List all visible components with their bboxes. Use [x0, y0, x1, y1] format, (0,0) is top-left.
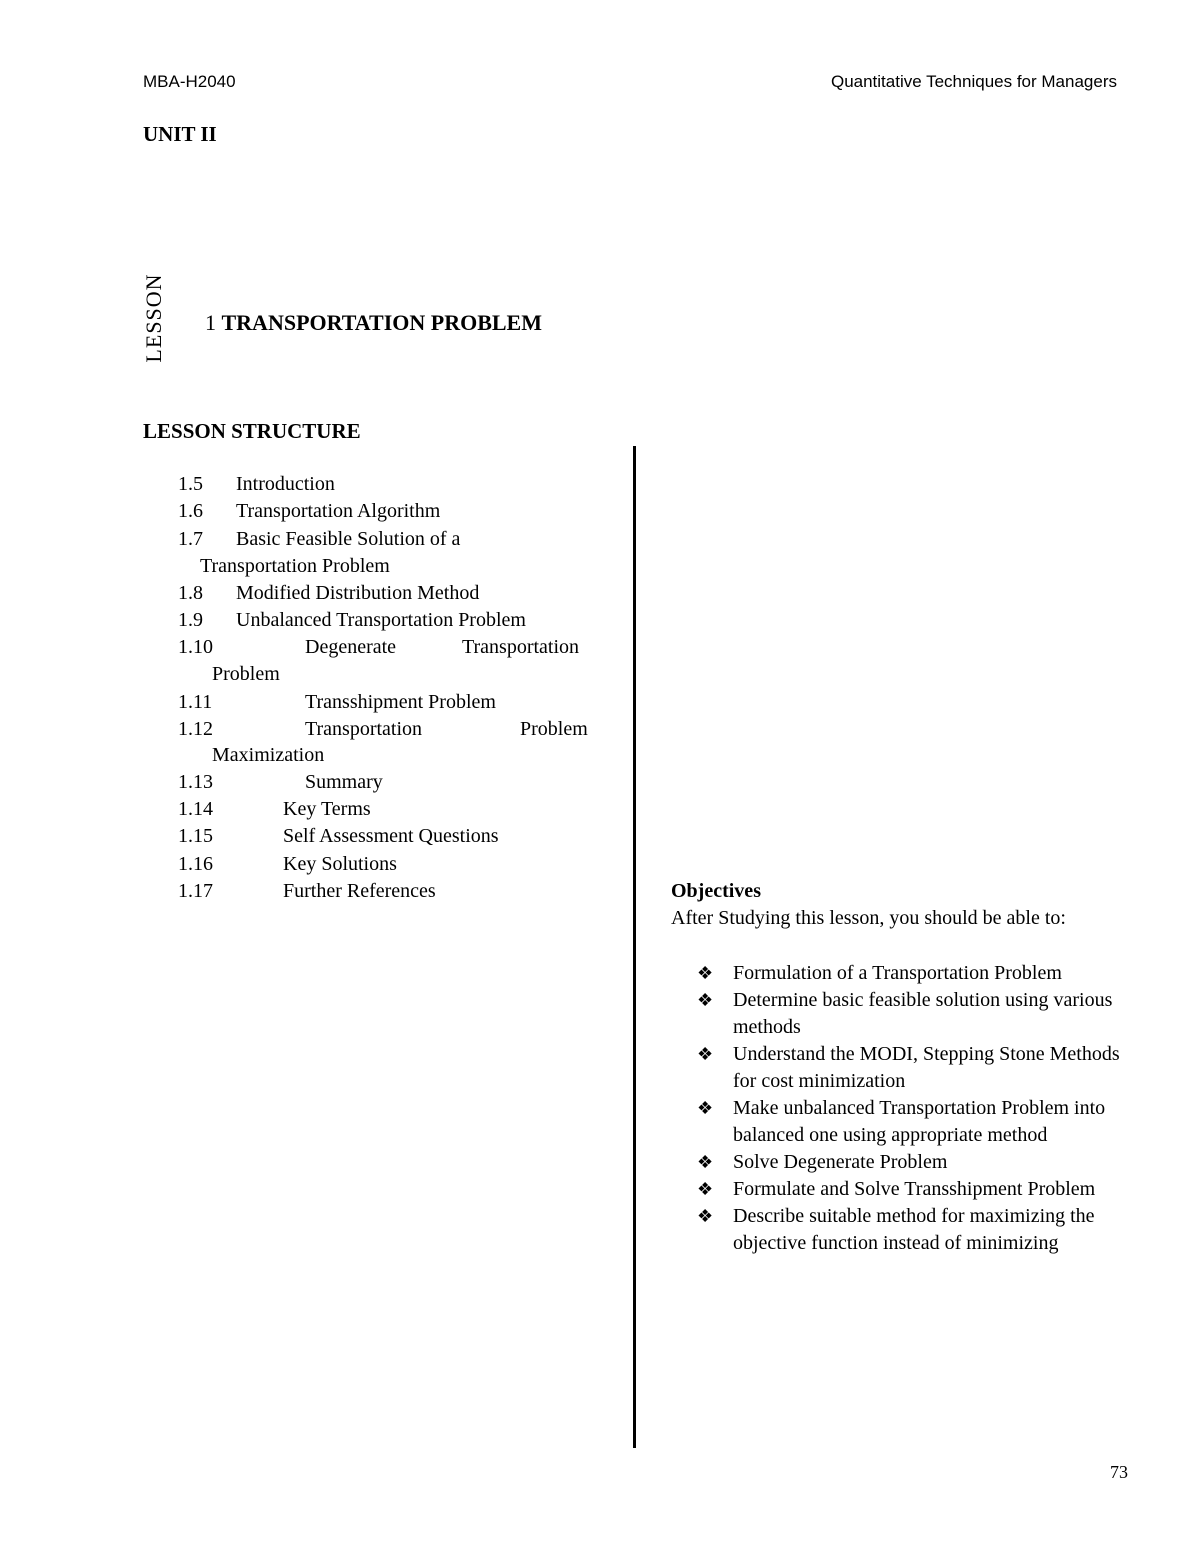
- objective-text: Make unbalanced Transportation Problem into balanced one using appropriate method: [733, 1097, 1106, 1146]
- toc-item-number: 1.16: [178, 853, 213, 875]
- lesson-title: [205, 310, 542, 336]
- toc-item-number: 1.5: [178, 473, 203, 495]
- objective-item: [671, 1149, 1131, 1176]
- toc-item-text-2: Problem: [520, 718, 588, 740]
- objective-item: [671, 1203, 1131, 1257]
- header-course-title: Quantitative Techniques for Managers: [830, 72, 1117, 91]
- diamond-bullet-icon: ❖: [697, 1098, 714, 1118]
- toc-item-number: 1.12: [178, 718, 213, 740]
- toc-item-text: Introduction: [236, 473, 335, 495]
- toc-item-number: 1.13: [178, 771, 213, 793]
- objective-item: [671, 1095, 1131, 1149]
- diamond-bullet-icon: ❖: [697, 990, 714, 1010]
- objective-item: [671, 960, 1131, 987]
- toc-item-number: 1.11: [178, 691, 213, 713]
- column-divider: [633, 446, 636, 1448]
- objectives-intro: After Studying this lesson, you should be able to:: [671, 907, 1066, 929]
- diamond-bullet-icon: ❖: [697, 1044, 714, 1064]
- objective-text: Formulate and Solve Transshipment Problem: [733, 1178, 1096, 1200]
- header-course-code: MBA-H2040: [143, 72, 236, 91]
- lesson-vertical-text: LESSON: [141, 273, 166, 363]
- toc-item-number: 1.15: [178, 825, 213, 847]
- toc-item-continuation: Maximization: [212, 744, 325, 766]
- toc-item-text: Summary: [305, 771, 383, 793]
- diamond-bullet-icon: ❖: [697, 963, 714, 983]
- objectives-heading: Objectives: [671, 880, 761, 902]
- toc-item-text: Transportation: [305, 718, 423, 740]
- toc-item-text: Transportation Algorithm: [236, 500, 441, 522]
- toc-item-text: Modified Distribution Method: [236, 582, 480, 604]
- lesson-vertical-label: [133, 272, 175, 364]
- toc-item-text: Unbalanced Transportation Problem: [236, 609, 526, 631]
- toc-item-number: 1.8: [178, 582, 203, 604]
- objectives-list: [671, 960, 1131, 1257]
- toc-item-text: Basic Feasible Solution of a: [236, 528, 461, 550]
- objective-item: [671, 987, 1131, 1041]
- toc-item-number: 1.14: [178, 798, 213, 820]
- diamond-bullet-icon: ❖: [697, 1179, 714, 1199]
- toc-item-text: Degenerate: [305, 636, 397, 658]
- toc-item-number: 1.10: [178, 636, 213, 658]
- toc-item-text: Self Assessment Questions: [283, 825, 499, 847]
- toc-item-number: 1.17: [178, 880, 213, 902]
- objective-text: Determine basic feasible solution using various methods: [733, 989, 1113, 1038]
- toc-item-continuation: Problem: [212, 663, 280, 685]
- toc-item-text: Key Solutions: [283, 853, 397, 875]
- toc-item-number: 1.6: [178, 500, 203, 522]
- toc-item-text: Key Terms: [283, 798, 371, 820]
- objective-text: Describe suitable method for maximizing the objective function instead of minimizing: [733, 1205, 1095, 1254]
- toc-item-text: Further References: [283, 880, 436, 902]
- diamond-bullet-icon: ❖: [697, 1206, 714, 1226]
- unit-heading: UNIT II: [143, 122, 217, 146]
- toc-item-number: 1.7: [178, 528, 203, 550]
- toc-item-text-2: Transportation: [462, 636, 580, 658]
- toc-item-text: Transshipment Problem: [305, 691, 496, 713]
- toc-item-continuation: Transportation Problem: [200, 555, 390, 577]
- lesson-number: 1: [205, 310, 216, 335]
- objectives-section: [671, 880, 1131, 1257]
- objective-item: [671, 1176, 1131, 1203]
- objective-text: Formulation of a Transportation Problem: [733, 962, 1062, 984]
- objective-text: Solve Degenerate Problem: [733, 1151, 948, 1173]
- diamond-bullet-icon: ❖: [697, 1152, 714, 1172]
- toc-item-number: 1.9: [178, 609, 203, 631]
- objective-item: [671, 1041, 1131, 1095]
- lesson-title-text: TRANSPORTATION PROBLEM: [221, 310, 542, 335]
- objective-text: Understand the MODI, Stepping Stone Methods for cost minimization: [733, 1043, 1120, 1092]
- lesson-structure-heading: LESSON STRUCTURE: [143, 419, 361, 443]
- page-number: 73: [1110, 1462, 1128, 1482]
